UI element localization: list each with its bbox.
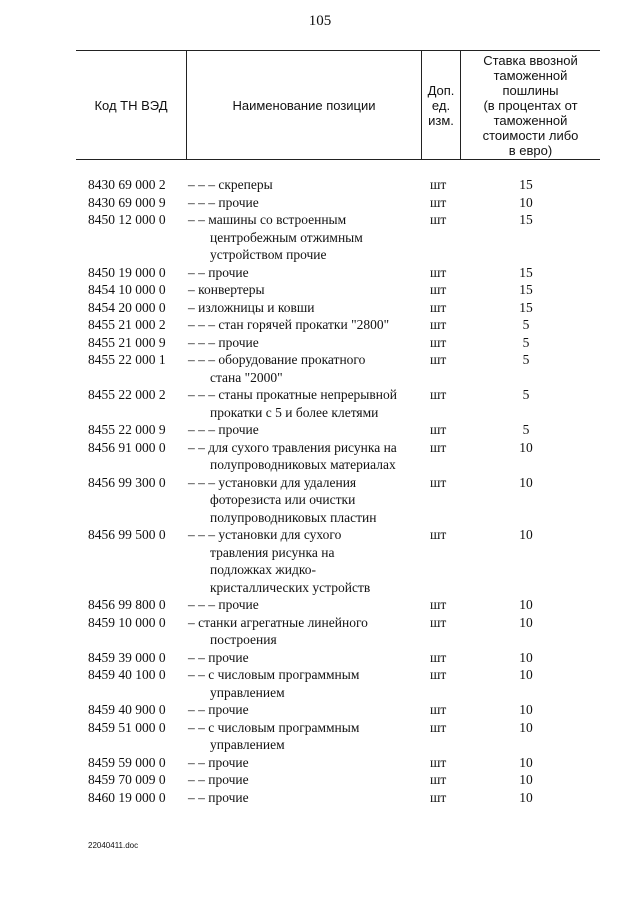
row-name-line: построения bbox=[210, 632, 277, 647]
row-name-line: – конвертеры bbox=[188, 282, 265, 297]
row-rate: 10 bbox=[519, 439, 533, 455]
row-unit: шт bbox=[430, 177, 447, 192]
header-rate-line: таможенной bbox=[493, 112, 568, 128]
row-rate: 10 bbox=[519, 702, 533, 717]
table-row bbox=[0, 386, 640, 421]
table-row bbox=[0, 719, 640, 754]
row-name-line: подложках жидко- bbox=[210, 562, 316, 577]
row-name-line: – – прочие bbox=[188, 264, 249, 280]
row-name-line: – – прочие bbox=[188, 702, 249, 717]
row-name-line: фоторезиста или очистки bbox=[210, 492, 356, 507]
table-row bbox=[0, 299, 640, 317]
row-name bbox=[188, 439, 424, 474]
row-code: 8456 99 800 0 bbox=[88, 597, 166, 612]
row-name bbox=[188, 649, 424, 667]
row-unit: шт bbox=[430, 789, 447, 805]
row-name-line: – – – стан горячей прокатки "2800" bbox=[188, 317, 390, 332]
row-rate: 10 bbox=[519, 772, 533, 787]
row-unit: шт bbox=[430, 667, 447, 682]
row-unit: шт bbox=[430, 282, 447, 297]
row-rate: 15 bbox=[519, 212, 533, 227]
row-name bbox=[188, 351, 424, 386]
row-name-line: – – – прочие bbox=[188, 597, 259, 612]
row-name bbox=[188, 386, 424, 421]
row-code: 8430 69 000 2 bbox=[88, 177, 166, 192]
row-name-line: – – с числовым программным bbox=[188, 719, 360, 735]
row-unit: шт bbox=[430, 352, 447, 367]
row-name bbox=[188, 614, 424, 649]
row-unit: шт bbox=[430, 264, 447, 280]
row-unit: шт bbox=[430, 212, 447, 227]
row-name-line: – – с числовым программным bbox=[188, 667, 360, 682]
row-rate: 10 bbox=[519, 789, 533, 805]
table-row bbox=[0, 176, 640, 194]
row-name bbox=[188, 316, 424, 334]
row-name bbox=[188, 754, 424, 772]
row-name-line: травления рисунка на bbox=[210, 544, 335, 560]
row-name-line: – – – скреперы bbox=[188, 177, 273, 192]
row-unit: шт bbox=[430, 597, 447, 612]
row-rate: 10 bbox=[519, 754, 533, 770]
row-name-line: – – – установки для сухого bbox=[188, 527, 342, 542]
row-name-line: центробежным отжимным bbox=[210, 229, 363, 245]
row-code: 8459 40 900 0 bbox=[88, 702, 166, 717]
row-name-line: прокатки с 5 и более клетями bbox=[210, 404, 379, 420]
table-row bbox=[0, 281, 640, 299]
row-unit: шт bbox=[430, 649, 447, 665]
row-name bbox=[188, 474, 424, 527]
row-name bbox=[188, 299, 424, 317]
row-rate: 5 bbox=[522, 387, 530, 402]
row-name-line: – – – прочие bbox=[188, 194, 259, 210]
row-name-line: – – – оборудование прокатного bbox=[188, 352, 366, 367]
row-unit: шт bbox=[430, 439, 447, 455]
row-name-line: – – – прочие bbox=[188, 334, 259, 350]
row-code: 8430 69 000 9 bbox=[88, 194, 166, 210]
row-name bbox=[188, 211, 424, 264]
row-rate: 15 bbox=[519, 299, 533, 315]
row-code: 8455 22 000 9 bbox=[88, 422, 166, 437]
row-name-line: – станки агрегатные линейного bbox=[188, 614, 368, 630]
row-unit: шт bbox=[430, 614, 447, 630]
row-name bbox=[188, 719, 424, 754]
table-row bbox=[0, 211, 640, 264]
row-name-line: – – прочие bbox=[188, 772, 249, 787]
row-unit: шт bbox=[430, 474, 447, 490]
table-row bbox=[0, 614, 640, 649]
row-name-line: кристаллических устройств bbox=[210, 579, 371, 595]
header-name: Наименование позиции bbox=[232, 97, 376, 113]
table-row bbox=[0, 334, 640, 352]
table-header bbox=[76, 50, 600, 160]
row-code: 8456 99 300 0 bbox=[88, 474, 166, 490]
table-row bbox=[0, 701, 640, 719]
row-code: 8456 91 000 0 bbox=[88, 439, 166, 455]
row-name bbox=[188, 789, 424, 807]
row-unit: шт bbox=[430, 317, 447, 332]
row-code: 8459 39 000 0 bbox=[88, 649, 166, 665]
row-unit: шт bbox=[430, 387, 447, 402]
row-rate: 10 bbox=[519, 614, 533, 630]
header-rate-line: стоимости либо bbox=[482, 127, 579, 143]
table-row bbox=[0, 474, 640, 527]
row-code: 8459 40 100 0 bbox=[88, 667, 166, 682]
row-code: 8455 21 000 2 bbox=[88, 317, 166, 332]
row-rate: 5 bbox=[522, 352, 530, 367]
row-code: 8456 99 500 0 bbox=[88, 527, 166, 542]
header-rate-line: в евро) bbox=[508, 142, 553, 158]
row-unit: шт bbox=[430, 194, 447, 210]
header-rate-line: пошлины bbox=[502, 82, 559, 98]
table-body bbox=[0, 176, 640, 806]
row-code: 8459 51 000 0 bbox=[88, 719, 166, 735]
row-unit: шт bbox=[430, 334, 447, 350]
table-row bbox=[0, 526, 640, 596]
row-name bbox=[188, 194, 424, 212]
row-name bbox=[188, 176, 424, 194]
row-name-line: – – – установки для удаления bbox=[188, 474, 357, 490]
row-unit: шт bbox=[430, 422, 447, 437]
row-name-line: – изложницы и ковши bbox=[188, 299, 315, 315]
table-row bbox=[0, 649, 640, 667]
table-row bbox=[0, 316, 640, 334]
row-name-line: управлением bbox=[210, 737, 285, 752]
row-code: 8454 10 000 0 bbox=[88, 282, 166, 297]
table-row bbox=[0, 596, 640, 614]
table-row bbox=[0, 351, 640, 386]
row-rate: 5 bbox=[522, 317, 530, 332]
row-code: 8450 19 000 0 bbox=[88, 264, 166, 280]
row-rate: 15 bbox=[519, 282, 533, 297]
row-name-line: стана "2000" bbox=[210, 369, 283, 385]
row-name bbox=[188, 264, 424, 282]
row-name-line: – – для сухого травления рисунка на bbox=[188, 439, 397, 455]
row-name-line: полупроводниковых пластин bbox=[210, 509, 377, 525]
row-unit: шт bbox=[430, 719, 447, 735]
table-row bbox=[0, 439, 640, 474]
header-rate bbox=[461, 50, 600, 160]
row-name bbox=[188, 596, 424, 614]
table-row bbox=[0, 754, 640, 772]
row-name-line: полупроводниковых материалах bbox=[210, 457, 396, 472]
row-rate: 10 bbox=[519, 649, 533, 665]
row-rate: 10 bbox=[519, 719, 533, 735]
row-name-line: – – прочие bbox=[188, 754, 249, 770]
header-unit-line: Доп. bbox=[427, 82, 455, 98]
row-code: 8459 10 000 0 bbox=[88, 614, 166, 630]
row-name-line: – – прочие bbox=[188, 789, 249, 805]
row-rate: 15 bbox=[519, 177, 533, 192]
header-rate-line: таможенной bbox=[493, 67, 568, 83]
row-name bbox=[188, 771, 424, 789]
row-unit: шт bbox=[430, 772, 447, 787]
row-name-line: – – машины со встроенным bbox=[188, 212, 347, 227]
table-row bbox=[0, 194, 640, 212]
row-name-line: – – – станы прокатные непрерывной bbox=[188, 387, 397, 402]
header-code: Код ТН ВЭД bbox=[94, 97, 168, 113]
row-name bbox=[188, 421, 424, 439]
footer-filename: 22040411.doc bbox=[88, 841, 139, 850]
header-unit-line: ед. bbox=[431, 97, 451, 113]
row-code: 8455 22 000 1 bbox=[88, 352, 166, 367]
row-rate: 10 bbox=[519, 667, 533, 682]
row-name-line: – – – прочие bbox=[188, 422, 259, 437]
row-code: 8450 12 000 0 bbox=[88, 212, 166, 227]
row-rate: 5 bbox=[522, 334, 530, 350]
row-unit: шт bbox=[430, 299, 447, 315]
table-row bbox=[0, 666, 640, 701]
row-name-line: – – прочие bbox=[188, 649, 249, 665]
row-name bbox=[188, 666, 424, 701]
header-unit bbox=[422, 50, 460, 160]
table-row bbox=[0, 771, 640, 789]
row-name bbox=[188, 281, 424, 299]
table-row bbox=[0, 789, 640, 807]
row-name-line: устройством прочие bbox=[210, 247, 327, 262]
header-unit-line: изм. bbox=[428, 112, 454, 128]
table-row bbox=[0, 264, 640, 282]
row-name bbox=[188, 526, 424, 596]
row-rate: 5 bbox=[522, 422, 530, 437]
row-name-line: управлением bbox=[210, 684, 285, 700]
row-rate: 10 bbox=[519, 597, 533, 612]
row-code: 8455 22 000 2 bbox=[88, 387, 166, 402]
row-code: 8459 70 009 0 bbox=[88, 772, 166, 787]
row-rate: 15 bbox=[519, 264, 533, 280]
row-code: 8455 21 000 9 bbox=[88, 334, 166, 350]
row-rate: 10 bbox=[519, 474, 533, 490]
row-rate: 10 bbox=[519, 527, 533, 542]
row-code: 8454 20 000 0 bbox=[88, 299, 166, 315]
header-rate-line: Ставка ввозной bbox=[483, 52, 578, 68]
row-name bbox=[188, 701, 424, 719]
row-code: 8459 59 000 0 bbox=[88, 754, 166, 770]
row-unit: шт bbox=[430, 527, 447, 542]
page-number: 105 bbox=[308, 13, 332, 29]
table-row bbox=[0, 421, 640, 439]
header-rate-line: (в процентах от bbox=[483, 97, 578, 113]
row-unit: шт bbox=[430, 702, 447, 717]
row-rate: 10 bbox=[519, 194, 533, 210]
row-unit: шт bbox=[430, 754, 447, 770]
row-code: 8460 19 000 0 bbox=[88, 789, 166, 805]
row-name bbox=[188, 334, 424, 352]
